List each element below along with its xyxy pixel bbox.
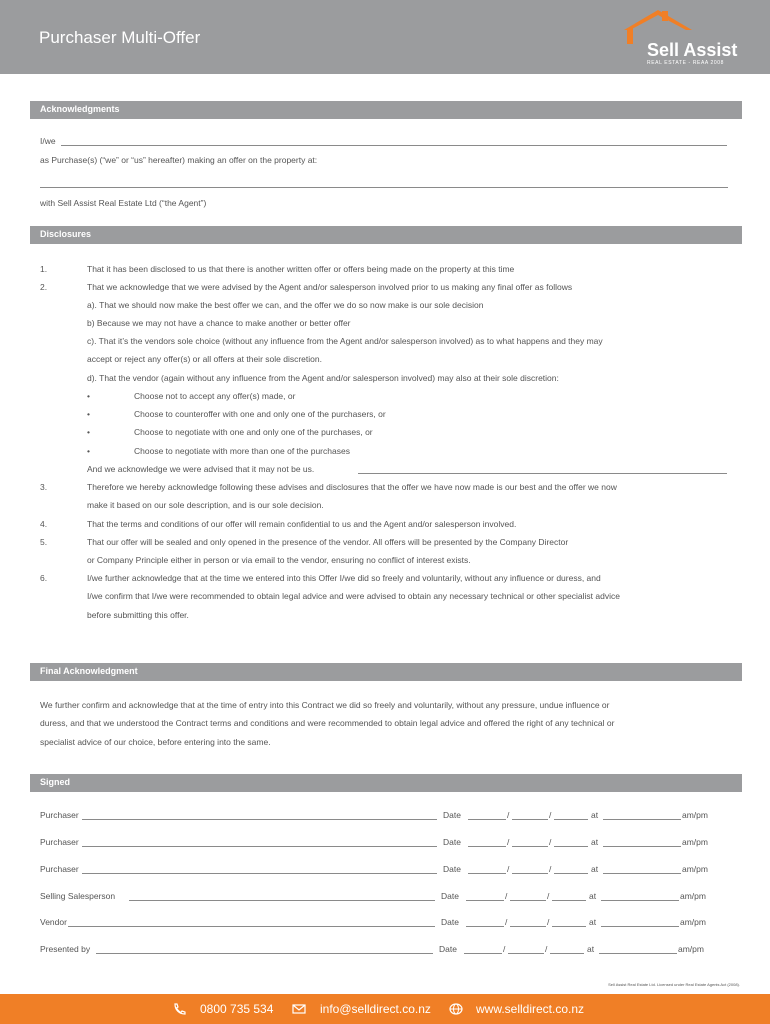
license-note: Sell Assist Real Estate Ltd. Licensed under Real Estate Agents Act (2008).	[608, 982, 740, 987]
signature-line[interactable]	[82, 846, 437, 847]
date-separator: /	[545, 944, 548, 954]
signatory-role-label: Selling Salesperson	[40, 891, 116, 901]
disclosure-item-1: That it has been disclosed to us that there is another written offer or offers being made on the property at this time	[87, 264, 515, 274]
date-year-line[interactable]	[554, 846, 588, 847]
disclosure-item-3-cont: make it based on our sole description, and is our sole decision.	[87, 500, 324, 510]
signatory-role-label: Purchaser	[40, 810, 79, 820]
time-line[interactable]	[601, 900, 679, 901]
at-label: at	[591, 864, 599, 874]
at-label: at	[591, 837, 599, 847]
final-paragraph-line-2: duress, and that we understood the Contract terms and conditions and were recommended to obtain legal advice and offered the right of any technical or	[40, 718, 615, 728]
disclosure-item-3: Therefore we hereby acknowledge following these advises and disclosures that the offer we have now made is our best and the offer we now	[87, 482, 617, 492]
list-number: 4.	[40, 519, 48, 529]
footer-bar	[0, 994, 770, 1024]
date-separator: /	[547, 891, 550, 901]
date-separator: /	[507, 837, 510, 847]
date-label: Date	[443, 837, 461, 847]
signed-header	[30, 774, 742, 792]
email-icon	[292, 1003, 306, 1015]
date-month-line[interactable]	[512, 873, 548, 874]
list-number: 2.	[40, 282, 48, 292]
date-separator: /	[505, 917, 508, 927]
date-month-line[interactable]	[512, 819, 548, 820]
logo-name: Sell Assist	[647, 40, 738, 60]
ampm-label: am/pm	[680, 917, 706, 927]
company-logo	[620, 8, 750, 70]
footer-phone[interactable]: 0800 735 534	[200, 1002, 274, 1016]
advised-statement: And we acknowledge we were advised that it may not be us.	[87, 464, 315, 474]
date-year-line[interactable]	[554, 819, 588, 820]
bullet: •	[87, 427, 90, 437]
disclosure-item-6-end: before submitting this offer.	[87, 610, 189, 620]
iwe-name-line[interactable]	[61, 145, 727, 146]
bullet-item-4: Choose to negotiate with more than one of the purchases	[134, 446, 350, 456]
bullet: •	[87, 391, 90, 401]
ampm-label: am/pm	[682, 864, 708, 874]
date-label: Date	[443, 810, 461, 820]
iwe-label: I/we	[40, 136, 56, 146]
signature-line[interactable]	[82, 873, 437, 874]
bullet-item-2: Choose to counteroffer with one and only one of the purchasers, or	[134, 409, 386, 419]
disclosure-item-2: That we acknowledge that we were advised by the Agent and/or salesperson involved prior to us making any final offer as follows	[87, 282, 573, 292]
section-title: Signed	[40, 777, 71, 787]
disclosure-item-5: That our offer will be sealed and only opened in the presence of the vendor. All offers will be presented by the Company Director	[87, 537, 569, 547]
date-separator: /	[507, 810, 510, 820]
date-month-line[interactable]	[508, 953, 544, 954]
footer-website[interactable]: www.selldirect.co.nz	[476, 1002, 585, 1016]
date-day-line[interactable]	[468, 873, 506, 874]
signature-line[interactable]	[96, 953, 433, 954]
disclosure-item-2a: a). That we should now make the best offer we can, and the offer we do so now make is our sole decision	[87, 300, 484, 310]
ampm-label: am/pm	[682, 810, 708, 820]
ampm-label: am/pm	[678, 944, 704, 954]
globe-icon	[449, 1003, 463, 1015]
signatory-role-label: Purchaser	[40, 864, 79, 874]
disclosure-item-2d: d). That the vendor (again without any influence from the Agent and/or salesperson involved) may also at their sole discretion:	[87, 373, 559, 383]
logo-tagline: REAL ESTATE - REAA 2008	[647, 60, 725, 66]
section-title: Disclosures	[40, 229, 92, 239]
bullet: •	[87, 446, 90, 456]
signatory-role-label: Presented by	[40, 944, 91, 954]
date-day-line[interactable]	[466, 926, 504, 927]
date-separator: /	[505, 891, 508, 901]
time-line[interactable]	[599, 953, 677, 954]
disclosure-item-2b: b) Because we may not have a chance to make another or better offer	[87, 318, 351, 328]
disclosure-item-6: I/we further acknowledge that at the time we entered into this Offer I/we did so freely and voluntarily, without any influence or duress, and	[87, 573, 601, 583]
final-paragraph-line-1: We further confirm and acknowledge that at the time of entry into this Contract we did so freely and voluntarily, without any pressure, undue influence or	[40, 700, 610, 710]
signature-line[interactable]	[129, 900, 435, 901]
date-separator: /	[549, 837, 552, 847]
purchaser-statement: as Purchase(s) (“we” or “us” hereafter) making an offer on the property at:	[40, 155, 318, 165]
list-number: 3.	[40, 482, 48, 492]
signature-line[interactable]	[68, 926, 435, 927]
signature-line[interactable]	[82, 819, 437, 820]
date-label: Date	[443, 864, 461, 874]
time-line[interactable]	[601, 926, 679, 927]
section-title: Final Acknowledgment	[40, 666, 138, 676]
phone-icon	[172, 1003, 186, 1015]
bullet: •	[87, 409, 90, 419]
disclosures-header	[30, 226, 742, 244]
disclosure-item-5-cont: or Company Principle either in person or via email to the vendor, ensuring no conflict of interest exists.	[87, 555, 471, 565]
list-number: 5.	[40, 537, 48, 547]
at-label: at	[591, 810, 599, 820]
time-line[interactable]	[603, 873, 681, 874]
date-year-line[interactable]	[552, 900, 586, 901]
time-line[interactable]	[603, 846, 681, 847]
final-acknowledgment-header	[30, 663, 742, 681]
date-year-line[interactable]	[552, 926, 586, 927]
date-label: Date	[439, 944, 457, 954]
date-separator: /	[549, 810, 552, 820]
date-separator: /	[503, 944, 506, 954]
disclosure-item-6-cont: I/we confirm that I/we were recommended to obtain legal advice and were advised to obtain any necessary technical or other specialist advice	[87, 591, 620, 601]
date-label: Date	[441, 891, 459, 901]
at-label: at	[589, 917, 597, 927]
signatory-role-label: Vendor	[40, 917, 67, 927]
agent-statement: with Sell Assist Real Estate Ltd (“the Agent”)	[40, 198, 207, 208]
date-day-line[interactable]	[468, 846, 506, 847]
footer-email[interactable]: info@selldirect.co.nz	[320, 1002, 431, 1016]
date-separator: /	[507, 864, 510, 874]
ampm-label: am/pm	[680, 891, 706, 901]
date-day-line[interactable]	[464, 953, 502, 954]
date-month-line[interactable]	[510, 900, 546, 901]
date-year-line[interactable]	[550, 953, 584, 954]
date-month-line[interactable]	[512, 846, 548, 847]
date-label: Date	[441, 917, 459, 927]
disclosure-item-2c: c). That it’s the vendors sole choice (without any influence from the Agent and/or salesperson involved) as to what happens and they may	[87, 336, 603, 346]
property-address-line[interactable]	[40, 187, 728, 188]
ampm-label: am/pm	[682, 837, 708, 847]
at-label: at	[587, 944, 595, 954]
acknowledgments-header	[30, 101, 742, 119]
time-line[interactable]	[603, 819, 681, 820]
advised-initials-line[interactable]	[358, 473, 727, 474]
final-paragraph-line-3: specialist advice of our choice, before entering into the same.	[40, 737, 271, 747]
disclosure-item-2c-cont: accept or reject any offer(s) or all offers at their sole discretion.	[87, 354, 322, 364]
list-number: 1.	[40, 264, 48, 274]
signatory-role-label: Purchaser	[40, 837, 79, 847]
date-separator: /	[547, 917, 550, 927]
bullet-item-1: Choose not to accept any offer(s) made, or	[134, 391, 296, 401]
date-day-line[interactable]	[466, 900, 504, 901]
list-number: 6.	[40, 573, 48, 583]
at-label: at	[589, 891, 597, 901]
date-year-line[interactable]	[554, 873, 588, 874]
house-roof-icon	[622, 8, 692, 44]
date-separator: /	[549, 864, 552, 874]
disclosure-item-4: That the terms and conditions of our offer will remain confidential to us and the Agent and/or salesperson involved.	[87, 519, 517, 529]
bullet-item-3: Choose to negotiate with one and only one of the purchases, or	[134, 427, 373, 437]
date-month-line[interactable]	[510, 926, 546, 927]
page-title: Purchaser Multi-Offer	[39, 28, 201, 47]
section-title: Acknowledgments	[40, 104, 120, 114]
date-day-line[interactable]	[468, 819, 506, 820]
header-bar	[0, 0, 770, 74]
